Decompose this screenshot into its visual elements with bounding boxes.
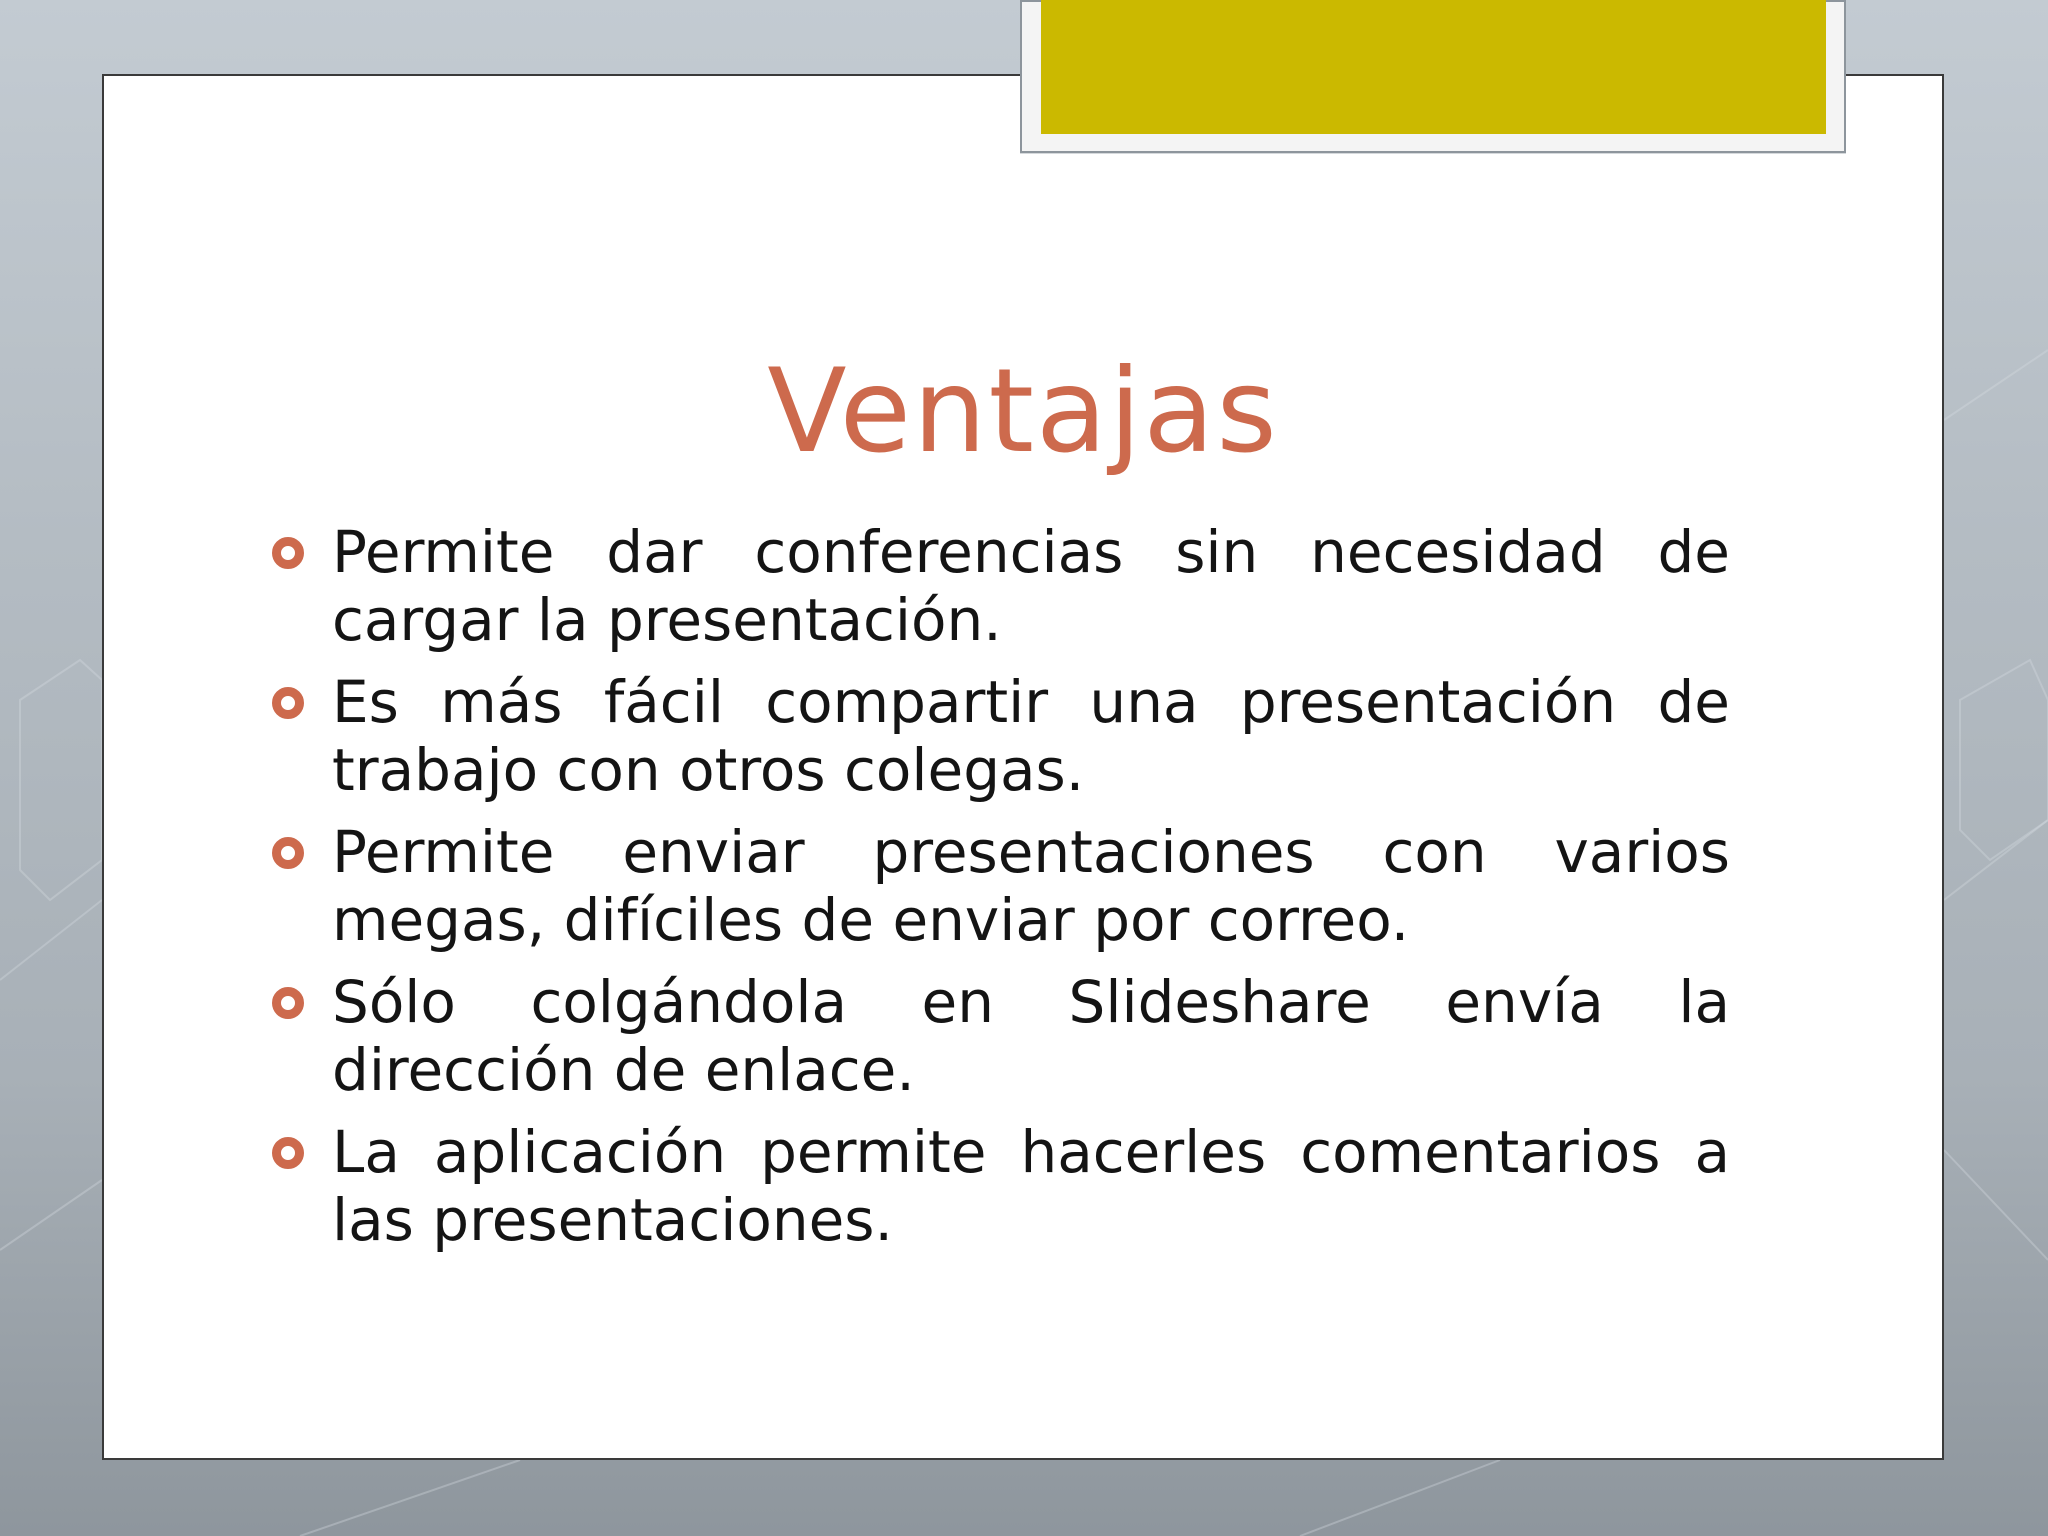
- bullet-item: [262, 818, 1730, 954]
- bullet-text: La aplicación permite hacerles comentarios a las presentaciones.: [332, 1118, 1730, 1254]
- bullet-item: [262, 968, 1730, 1104]
- circle-bullet-icon: [272, 537, 304, 569]
- bullet-item: [262, 668, 1730, 804]
- bullet-item: [262, 1118, 1730, 1254]
- slide-title: Ventajas: [767, 344, 1279, 479]
- accent-tab: [1041, 0, 1826, 134]
- bullet-text: Permite enviar presentaciones con varios megas, difíciles de enviar por correo.: [332, 818, 1730, 954]
- bullet-text: Permite dar conferencias sin necesidad de cargar la presentación.: [332, 518, 1730, 654]
- bullet-text: Es más fácil compartir una presentación de trabajo con otros colegas.: [332, 668, 1730, 804]
- bullet-list: [262, 518, 1730, 1268]
- circle-bullet-icon: [272, 987, 304, 1019]
- circle-bullet-icon: [272, 837, 304, 869]
- bullet-item: [262, 518, 1730, 654]
- circle-bullet-icon: [272, 1137, 304, 1169]
- bullet-text: Sólo colgándola en Slideshare envía la dirección de enlace.: [332, 968, 1730, 1104]
- circle-bullet-icon: [272, 687, 304, 719]
